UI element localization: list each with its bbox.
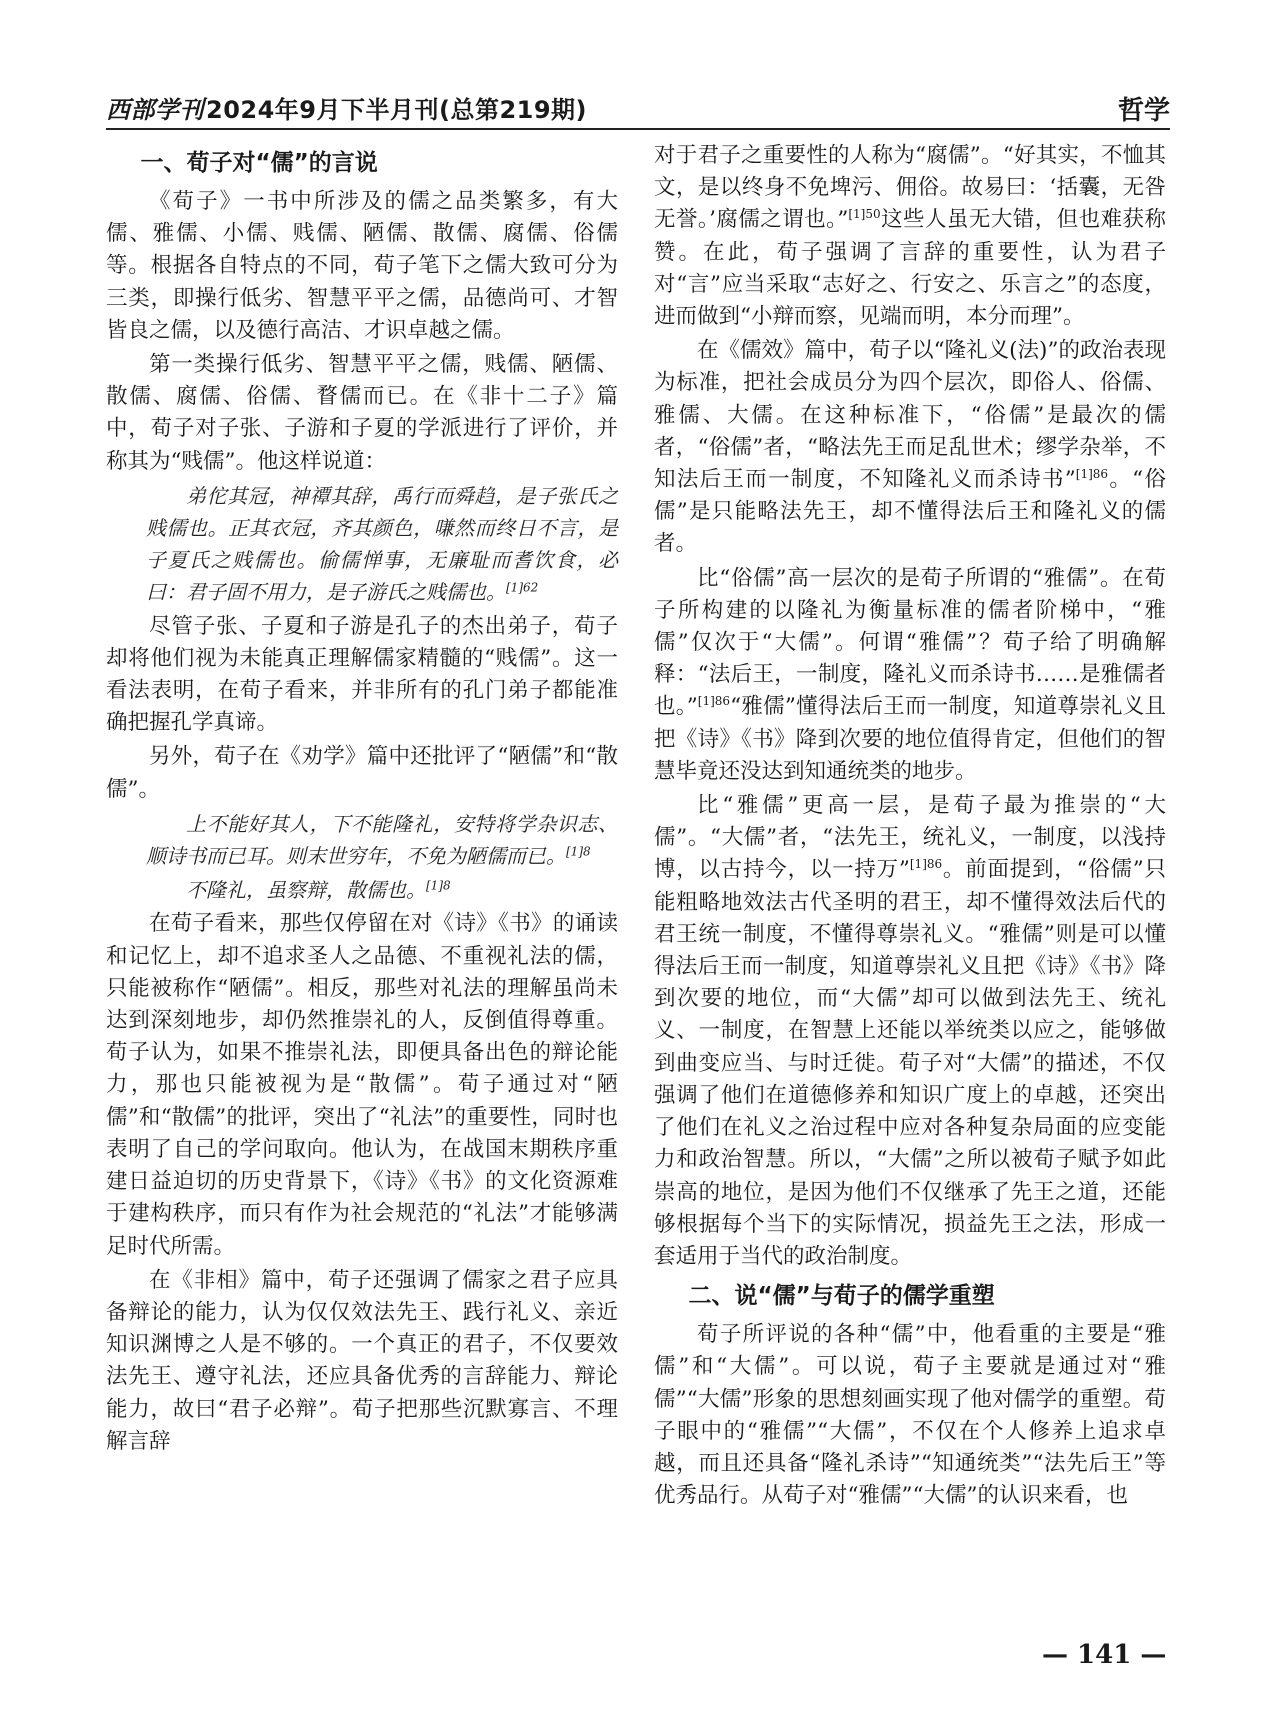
text-run: 对于君子之重要性的人称为“腐儒”。“好其实，不恤其文，是以终身不免埤污、佣俗。故易曰：‘括囊，无咎无誉。’腐儒之谓也。” [654,143,1166,233]
paragraph [654,790,1166,1273]
paragraph: 荀子所评说的各种“儒”中，他看重的主要是“雅儒”和“大儒”。可以说，荀子主要就是通过对“雅儒”“大儒”形象的思想刻画实现了他对儒学的重塑。荀子眼中的“雅儒”“大儒”，不仅在个人修养上追求卓越，而且还具备“隆礼杀诗”“知通统类”“法先后王”等优秀品行。从荀子对“雅儒”“大儒”的认识来看，也 [654,1322,1166,1509]
citation-ref: [1]8 [426,878,451,893]
block-quote [106,480,618,609]
citation-ref: [1]86 [909,857,943,872]
journal-title [106,90,587,125]
text-run: 比“雅儒”更高一层，是荀子最为推崇的“大儒”。“大儒”者，“法先王，统礼义，一制度，以浅持博，以古持今，以一持万” [654,793,1166,883]
quote-text: 上不能好其人，下不能隆礼，安特将学杂识志、顺诗书而已耳。则末世穷年，不免为陋儒而已。 [146,811,618,869]
text-run: 在《儒效》篇中，荀子以“隆礼义(法)”的政治表现为标准，把社会成员分为四个层次，即俗人、俗儒、雅儒、大儒。在这种标准下，“俗儒”是最次的儒者，“俗儒”者，“略法先王而足乱世术；缪学杂举，不知法后王而一制度，不知隆礼义而杀诗书” [654,338,1166,493]
paragraph: 第一类操行低劣、智慧平平之儒，贱儒、陋儒、散儒、腐儒、俗儒、瞀儒而已。在《非十二子》篇中，荀子对子张、子游和子夏的学派进行了评价，并称其为“贱儒”。他这样说道： [106,352,618,474]
paragraph: 在《非相》篇中，荀子还强调了儒家之君子应具备辩论的能力，认为仅仅效法先王、践行礼义、亲近知识渊博之人是不够的。一个真正的君子，不仅要效法先王、遵守礼法，还应具备优秀的言辞能力、辩论能力，故曰“君子必辩”。荀子把那些沉默寡言、不理解言辞 [106,1267,618,1454]
citation-ref: [1]62 [506,580,539,595]
citation-ref: [1]86 [697,694,731,709]
paragraph [654,563,1166,788]
paragraph: 另外，荀子在《劝学》篇中还批评了“陋儒”和“散儒”。 [106,744,618,802]
citation-ref: [1]86 [1075,466,1109,481]
section-heading-2: 二、说“儒”与荀子的儒学重塑 [688,1283,995,1310]
citation-ref: [1]50 [848,207,881,222]
paragraph: 《荀子》一书中所涉及的儒之品类繁多，有大儒、雅儒、小儒、贱儒、陋儒、散儒、腐儒、俗儒等。根据各自特点的不同，荀子笔下之儒大致可分为三类，即操行低劣、智慧平平之儒，品德尚可、才智皆良之儒，以及德行高洁、才识卓越之儒。 [106,189,618,343]
paragraph: 尽管子张、子夏和子游是孔子的杰出弟子，荀子却将他们视为未能真正理解儒家精髓的“贱儒”。这一看法表明，在荀子看来，并非所有的孔门弟子都能准确把握孔学真谛。 [106,613,618,736]
paragraph: 在荀子看来，那些仅停留在对《诗》《书》的诵读和记忆上，却不追求圣人之品德、不重视礼法的儒，只能被称作“陋儒”。相反，那些对礼法的理解虽尚未达到深刻地步，却仍然推崇礼的人，反倒值得尊重。荀子认为，如果不推崇礼法，即便具备出色的辩论能力，那也只能被视为是“散儒”。荀子通过对“陋儒”和“散儒”的批评，突出了“礼法”的重要性，同时也表明了自己的学问取向。他认为，在战国末期秩序重建日益迫切的历史背景下，《诗》《书》的文化资源难于建构秩序，而只有作为社会规范的“礼法”才能够满足时代所需。 [106,911,618,1259]
block-quote [106,874,618,906]
section-heading-1: 一、荀子对“儒”的言说 [140,150,378,176]
text-run: “雅儒”懂得法后王而一制度，知道尊崇礼义且把《诗》《书》降到次要的地位值得肯定，但他们的智慧毕竟还没达到知通统类的地步。 [654,694,1166,784]
header-rule [106,128,1170,130]
paragraph [654,335,1166,560]
text-run: 比“俗儒”高一层次的是荀子所谓的“雅儒”。在荀子所构建的以隆礼为衡量标准的儒者阶梯中，“雅儒”仅次于“大儒”。何谓“雅儒”？荀子给了明确解释：“法后王，一制度，隆礼义而杀诗书……是雅儒者也。” [654,565,1166,720]
quote-text: 弟佗其冠，神禫其辞，禹行而舜趋，是子张氏之贱儒也。正其衣冠，齐其颜色，嗛然而终日不言，是子夏氏之贱儒也。偷儒惮事，无廉耻而耆饮食，必曰：君子固不用力，是子游氏之贱儒也。 [146,483,618,605]
quote-text: 不隆礼，虽察辩，散儒也。 [186,878,426,903]
text-run: 。“俗儒”是只能略法先王，却不懂得法后王和隆礼义的儒者。 [654,467,1166,557]
text-run: 。前面提到，“俗儒”只能粗略地效法古代圣明的君王，却不懂得效法后代的君王统一制度，不懂得尊崇礼义。“雅儒”则是可以懂得法后王而一制度，知道尊崇礼义且把《诗》《书》降到次要的地位，而“大儒”却可以做到法先王、统礼义、一制度，在智慧上还能以举统类以应之，能够做到曲变应当、与时迁徙。荀子对“大儒”的描述，不仅强调了他们在道德修养和知识广度上的卓越，还突出了他们在礼义之治过程中应对各种复杂局面的应变能力和政治智慧。所以，“大儒”之所以被荀子赋予如此崇高的地位，是因为他们不仅继承了先王之道，还能够根据每个当下的实际情况，损益先王之法，形成一套适用于当代的政治制度。 [654,857,1167,1269]
left-column [106,140,618,1460]
paragraph [654,140,1166,333]
journal-issue: 2024年9月下半月刊(总第219期) [206,96,588,124]
page-number: — 141 — [1042,1640,1167,1670]
block-quote [106,808,618,872]
text-run: 这些人虽无大错，但也难获称赞。在此，荀子强调了言辞的重要性，认为君子对“言”应当采取“志好之、行安之、乐言之”的态度，进而做到“小辩而察，见端而明，本分而理”。 [654,207,1166,330]
right-column [654,140,1166,1514]
citation-ref: [1]8 [566,844,591,859]
journal-logo: 西部学刊 [106,95,204,124]
section-label: 哲学 [1117,96,1170,126]
page-header [106,90,1170,124]
